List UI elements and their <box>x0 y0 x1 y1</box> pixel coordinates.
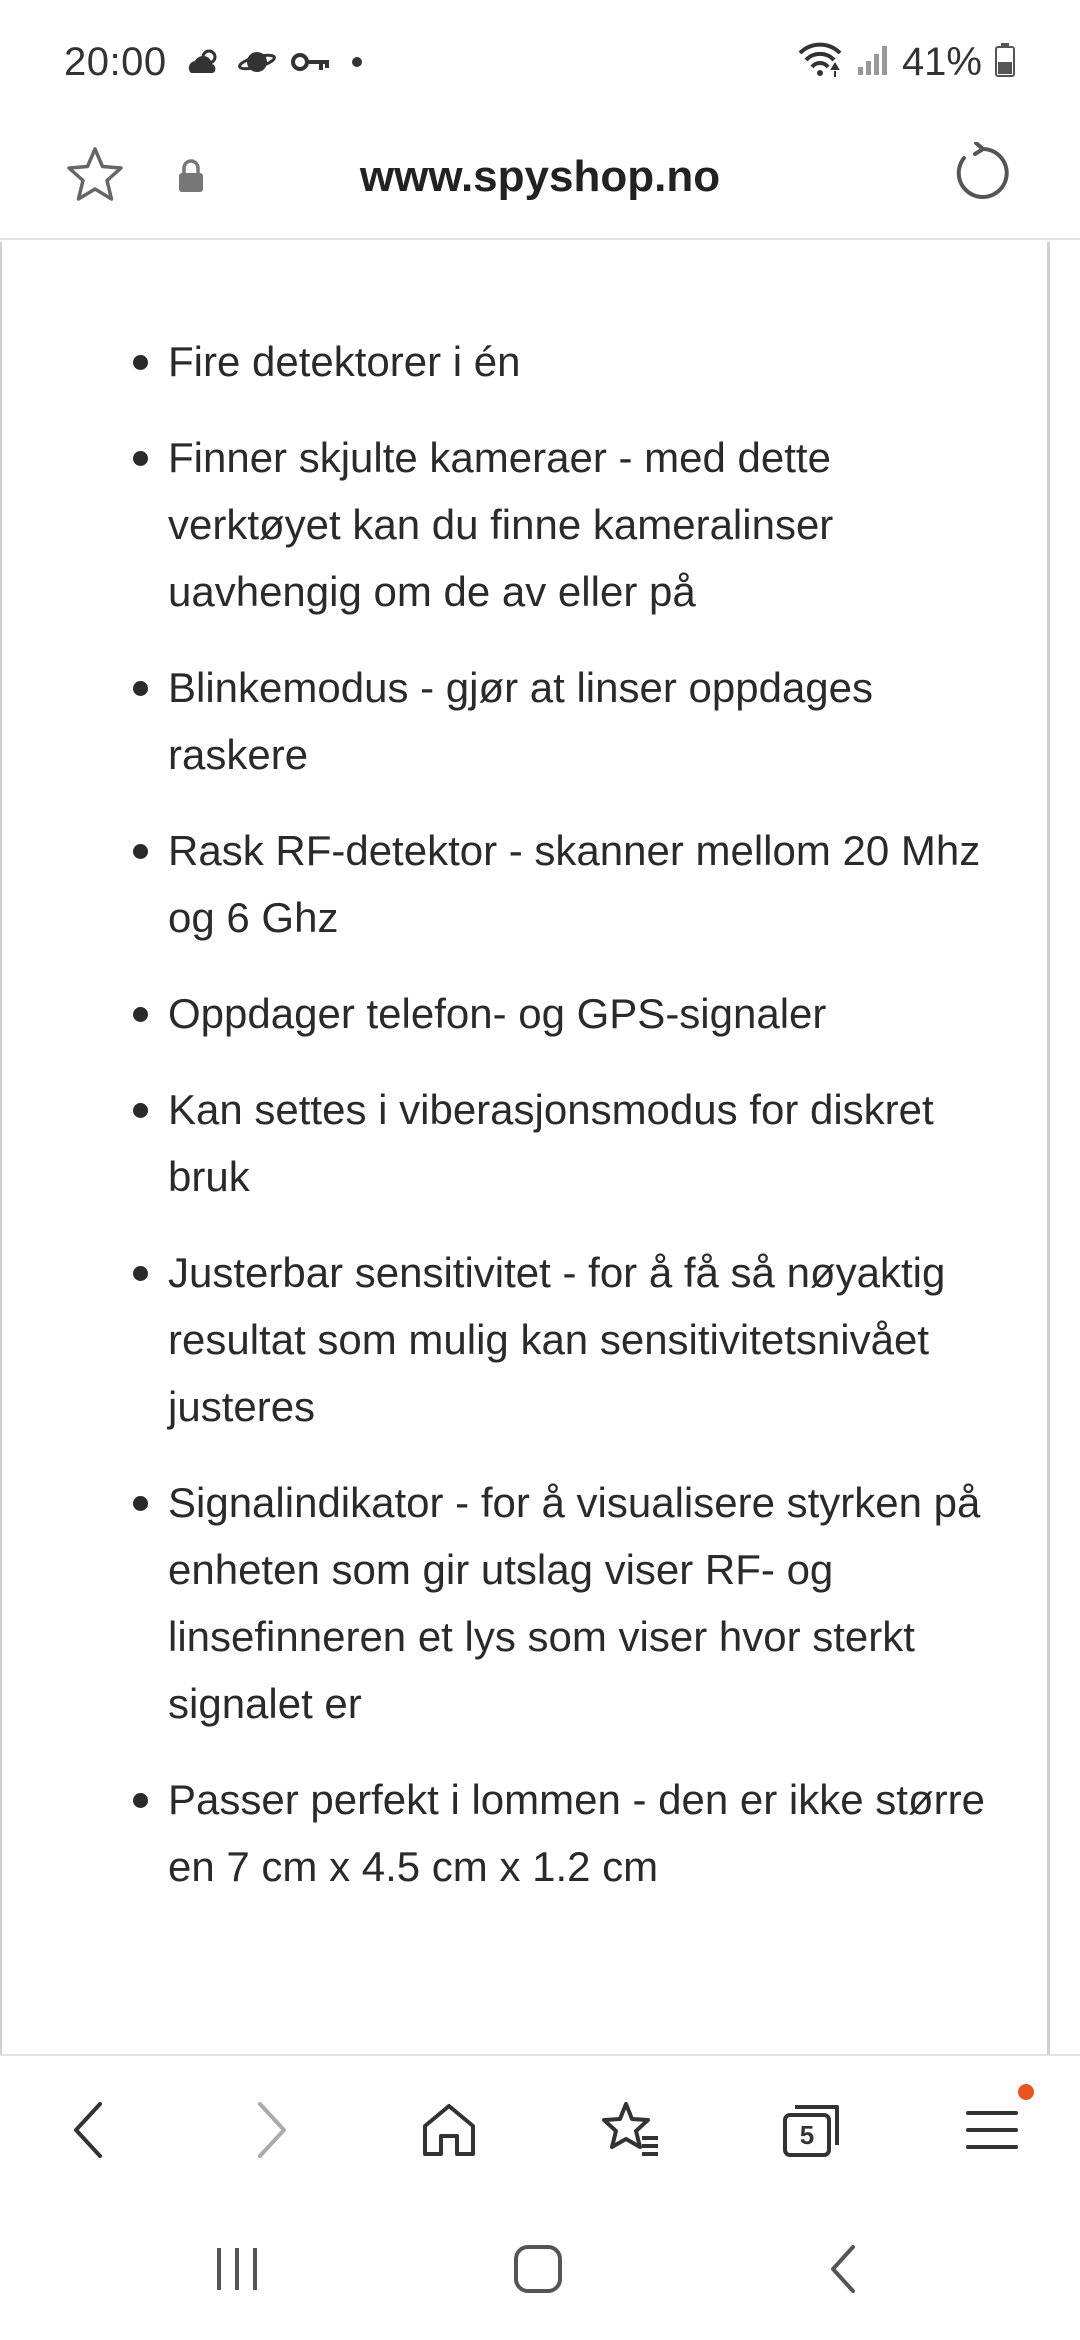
reload-icon[interactable] <box>952 142 1014 209</box>
list-item: Signalindikator - for å visualisere styrken på enheten som gir utslag viser RF- og linsefinneren et lys som viser hvor sterkt signalet er <box>2 1469 1042 1737</box>
battery-icon <box>994 42 1016 83</box>
battery-percent: 41% <box>901 39 982 84</box>
list-item: Blinkemodus - gjør at linser oppdages raskere <box>2 654 1042 788</box>
status-notification-icons <box>185 47 369 77</box>
dot-icon <box>345 50 369 74</box>
weather-cloud-icon <box>185 47 223 77</box>
notification-dot <box>1018 2084 1034 2100</box>
signal-icon <box>856 43 890 82</box>
status-bar <box>0 0 1080 124</box>
status-system-icons <box>796 40 1016 85</box>
system-nav-bar <box>0 2194 1080 2340</box>
feature-list <box>2 328 1042 1929</box>
forward-button[interactable] <box>236 2094 308 2166</box>
recent-apps-button[interactable] <box>202 2234 272 2304</box>
list-item: Finner skjulte kameraer - med dette verktøyet kan du finne kameralinser uavhengig om de av eller på <box>2 424 1042 625</box>
key-icon <box>291 49 331 75</box>
list-item: Oppdager telefon- og GPS-signaler <box>2 980 1042 1047</box>
home-nav-button[interactable] <box>503 2234 573 2304</box>
browser-address-bar <box>0 124 1080 240</box>
list-item: Kan settes i viberasjonsmodus for diskret bruk <box>2 1076 1042 1210</box>
planet-icon <box>237 47 277 77</box>
menu-button[interactable] <box>956 2094 1028 2166</box>
back-nav-button[interactable] <box>808 2234 878 2304</box>
tab-count: 5 <box>799 2120 815 2150</box>
tabs-button[interactable] <box>775 2094 847 2166</box>
wifi-icon <box>796 41 844 84</box>
list-item: Justerbar sensitivitet - for å få så nøyaktig resultat som mulig kan sensitivitetsnivået justeres <box>2 1239 1042 1440</box>
bookmarks-button[interactable] <box>594 2094 666 2166</box>
url-text[interactable]: www.spyshop.no <box>359 152 721 201</box>
list-item: Passer perfekt i lommen - den er ikke større en 7 cm x 4.5 cm x 1.2 cm <box>2 1766 1042 1900</box>
home-button[interactable] <box>413 2094 485 2166</box>
list-item: Rask RF-detektor - skanner mellom 20 Mhz og 6 Ghz <box>2 817 1042 951</box>
status-time: 20:00 <box>64 39 167 84</box>
back-button[interactable] <box>52 2094 124 2166</box>
list-item: Fire detektorer i én <box>2 328 1042 395</box>
page-content <box>0 242 1050 2054</box>
browser-toolbar <box>0 2054 1080 2196</box>
